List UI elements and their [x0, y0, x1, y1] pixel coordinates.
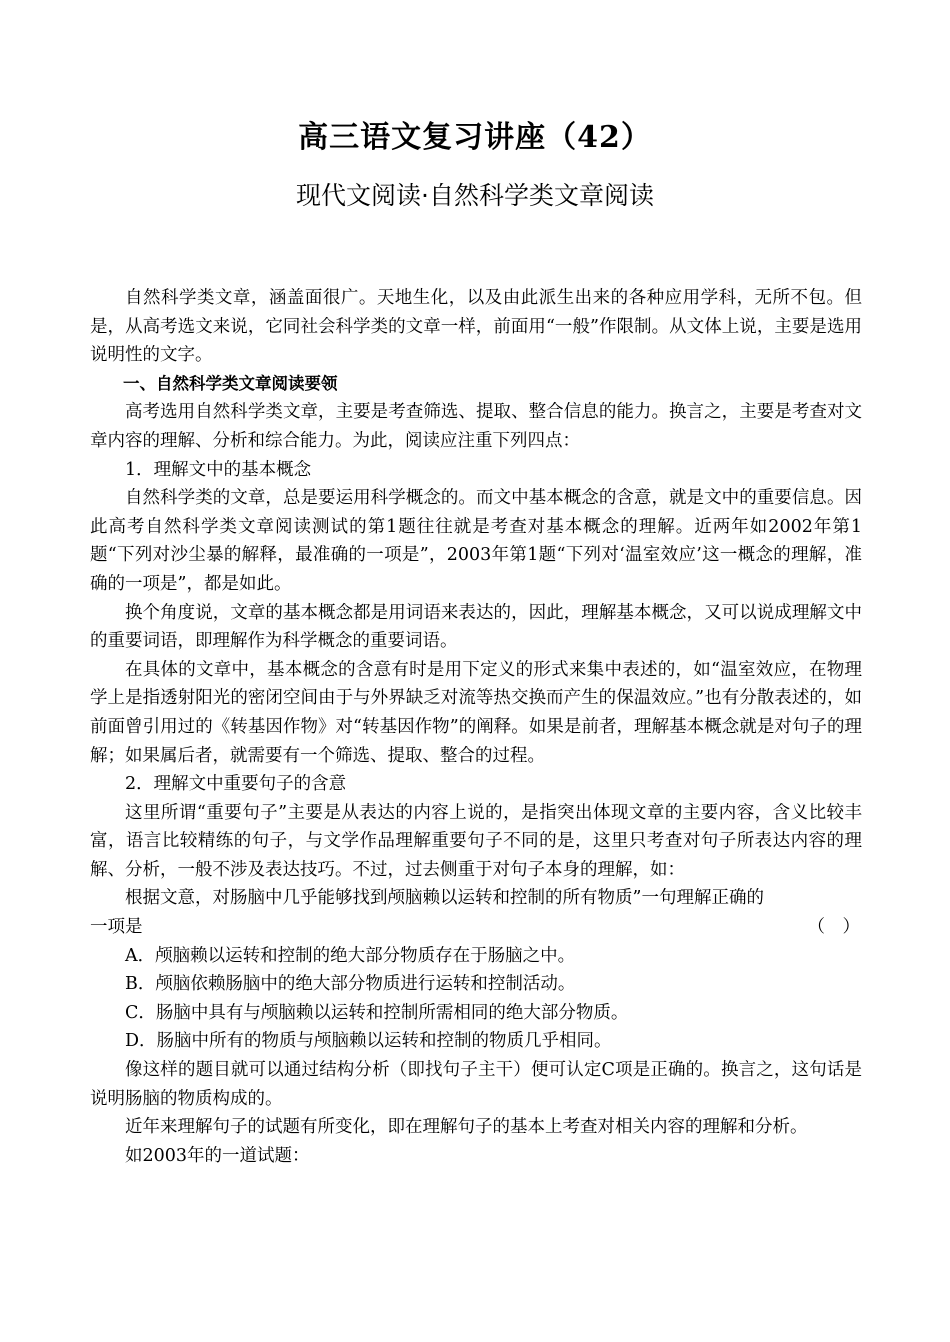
paragraph: 自然科学类的文章，总是要运用科学概念的。而文中基本概念的含意，就是文中的重要信息。因此高考自然科学类文章阅读测试的第1题往往就是考查对基本概念的理解。近两年如2002年第1题“下列对沙尘暴的解释，最准确的一项是”，2003年第1题“下列对‘温室效应’这一概念的理解，准确的一项是”，都是如此。	[90, 488, 862, 594]
question-stem-end	[90, 913, 862, 942]
section-paragraph: 高考选用自然科学类文章，主要是考查筛选、提取、整合信息的能力。换言之，主要是考查对文章内容的理解、分析和综合能力。为此，阅读应注重下列四点：	[90, 402, 862, 451]
analysis-paragraph: 像这样的题目就可以通过结构分析（即找句子主干）便可认定C项是正确的。换言之，这句话是说明肠脑的物质构成的。	[90, 1060, 862, 1109]
option-c: C．肠脑中具有与颅脑赖以运转和控制所需相同的绝大部分物质。	[125, 1002, 629, 1023]
intro-paragraph: 自然科学类文章，涵盖面很广。天地生化，以及由此派生出来的各种应用学科，无所不包。但是，从高考选文来说，它同社会科学类的文章一样，前面用“一般”作限制。从文体上说，主要是选用说明性的文字。	[90, 288, 862, 366]
paragraph: 在具体的文章中，基本概念的含意有时是用下定义的形式来集中表述的，如“温室效应，在物理学上是指透射阳光的密闭空间由于与外界缺乏对流等热交换而产生的保温效应。”也有分散表述的，如前面曾引用过的《转基因作物》对“转基因作物”的阐释。如果是前者，理解基本概念就是对句子的理解；如果属后者，就需要有一个筛选、提取、整合的过程。	[90, 659, 862, 766]
document-body	[90, 284, 862, 1170]
page-subtitle: 现代文阅读·自然科学类文章阅读	[296, 181, 654, 210]
paragraph: 换个角度说，文章的基本概念都是用词语来表达的，因此，理解基本概念，又可以说成理解文中的重要词语，即理解作为科学概念的重要词语。	[90, 602, 862, 652]
answer-paren: （ ）	[807, 917, 860, 938]
paragraph: 这里所谓“重要句子”主要是从表达的内容上说的，是指突出体现文章的主要内容，含义比较丰富，语言比较精练的句子，与文学作品理解重要句子不同的是，这里只考查对句子所表达内容的理解、分析，一般不涉及表达技巧。不过，过去侧重于对句子本身的理解，如：	[90, 802, 862, 880]
example-intro: 如2003年的一道试题：	[125, 1145, 310, 1166]
point-heading: 1．理解文中的基本概念	[125, 459, 312, 480]
question-stem-end-text: 一项是	[90, 917, 143, 938]
paragraph: 近年来理解句子的试题有所变化，即在理解句子的基本上考查对相关内容的理解和分析。	[125, 1117, 808, 1138]
page-title: 高三语文复习讲座（42）	[298, 120, 652, 155]
option-a: A．颅脑赖以运转和控制的绝大部分物质存在于肠脑之中。	[125, 945, 576, 966]
option-b: B．颅脑依赖肠脑中的绝大部分物质进行运转和控制活动。	[125, 974, 576, 995]
point-heading: 2．理解文中重要句子的含意	[125, 774, 347, 795]
question-stem: 根据文意，对肠脑中几乎能够找到颅脑赖以运转和控制的所有物质”一句理解正确的	[125, 888, 764, 909]
option-d: D．肠脑中所有的物质与颅脑赖以运转和控制的物质几乎相同。	[125, 1031, 612, 1052]
section-heading: 一、自然科学类文章阅读要领	[123, 373, 338, 393]
